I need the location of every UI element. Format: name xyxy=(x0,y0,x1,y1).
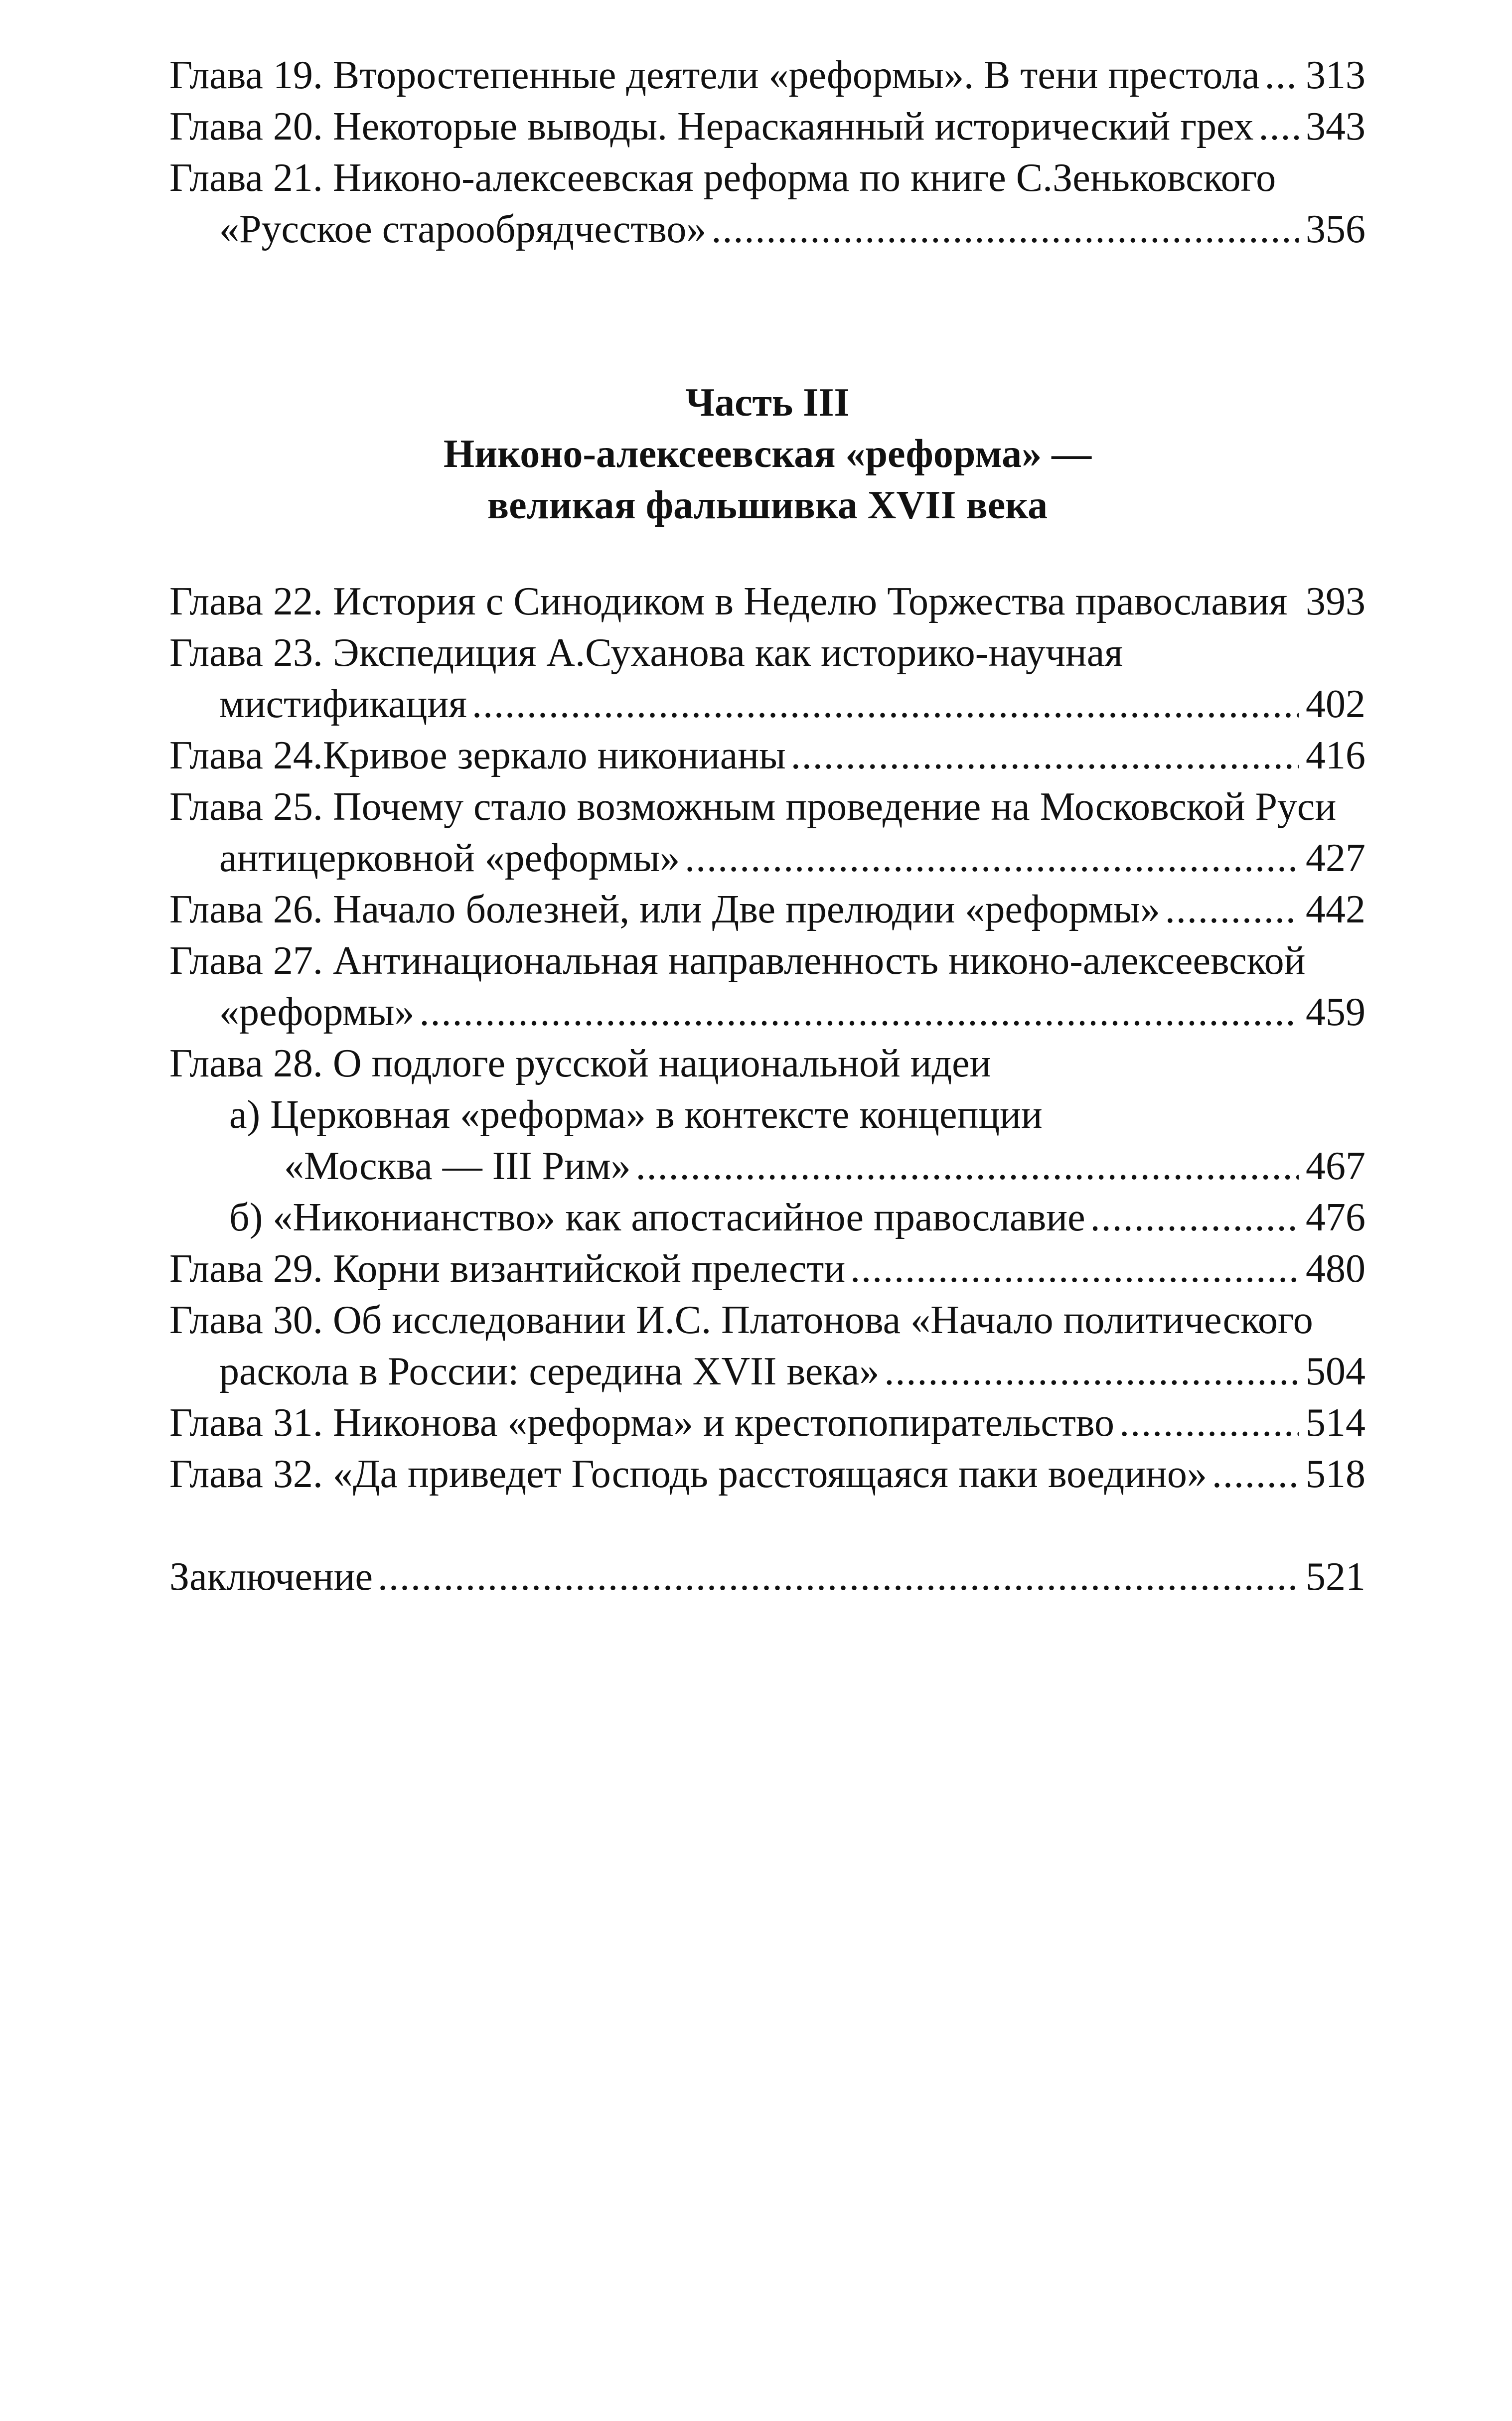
toc-leader-dots xyxy=(884,1346,1299,1397)
toc-leader-dots xyxy=(711,204,1299,255)
toc-entry-ch23-cont xyxy=(169,679,1365,730)
toc-leader-dots xyxy=(378,1551,1299,1603)
part-label: Часть III xyxy=(685,381,850,425)
toc-page-number: 467 xyxy=(1306,1144,1365,1188)
toc-entry-title: Глава 29. Корни византийской прелести xyxy=(169,1247,846,1291)
toc-entry-title: Глава 21. Никоно-алексеевская реформа по книге С.Зеньковского xyxy=(169,156,1276,200)
toc-entry-title: Глава 24.Кривое зеркало никонианы xyxy=(169,734,786,777)
toc-entry-title: Глава 23. Экспедиция А.Суханова как историко-научная xyxy=(169,631,1123,675)
toc-entry-ch30-cont xyxy=(169,1346,1365,1397)
table-of-contents xyxy=(169,50,1365,1603)
toc-entry-ch28 xyxy=(169,1038,1365,1089)
toc-entry-title: Глава 32. «Да приведет Господь расстоящаяся паки воедино» xyxy=(169,1452,1207,1496)
toc-page-number: 427 xyxy=(1306,836,1365,880)
toc-page-number: 480 xyxy=(1306,1247,1365,1291)
toc-entry-title: Глава 25. Почему стало возможным проведение на Московской Руси xyxy=(169,785,1337,829)
toc-entry-ch23 xyxy=(169,627,1365,679)
toc-entry-ch30 xyxy=(169,1295,1365,1346)
toc-page-number: 518 xyxy=(1306,1452,1365,1496)
toc-page-number: 504 xyxy=(1306,1350,1365,1393)
toc-leader-dots xyxy=(791,730,1299,781)
toc-entry-ch24 xyxy=(169,730,1365,781)
toc-entry-ch26 xyxy=(169,884,1365,935)
toc-entry-ch28-a xyxy=(169,1089,1365,1141)
toc-entry-conclusion xyxy=(169,1551,1365,1603)
toc-entry-title: Глава 20. Некоторые выводы. Нераскаянный исторический грех xyxy=(169,105,1254,149)
toc-page-number: 514 xyxy=(1306,1401,1365,1445)
toc-page-number: 343 xyxy=(1306,105,1365,149)
toc-page-number: 442 xyxy=(1306,888,1365,931)
toc-leader-dots xyxy=(636,1141,1299,1192)
toc-leader-dots xyxy=(1119,1397,1299,1449)
toc-page-number: 313 xyxy=(1306,53,1365,97)
toc-entry-title: б) «Никонианство» как апостасийное православие xyxy=(229,1196,1085,1239)
toc-leader-dots xyxy=(1265,50,1299,101)
toc-entry-title: «Русское старообрядчество» xyxy=(219,207,707,251)
toc-entry-ch19 xyxy=(169,50,1365,101)
toc-entry-title: «реформы» xyxy=(219,990,415,1034)
toc-entry-title: Глава 30. Об исследовании И.С. Платонова «Начало политического xyxy=(169,1298,1313,1342)
toc-entry-title: «Москва — III Рим» xyxy=(284,1144,631,1188)
toc-entry-title: Глава 26. Начало болезней, или Две прелюдии «реформы» xyxy=(169,888,1160,931)
toc-entry-title: антицерковной «реформы» xyxy=(219,836,680,880)
toc-entry-ch21-cont xyxy=(169,204,1365,255)
toc-leader-dots xyxy=(419,987,1299,1038)
toc-page-number: 402 xyxy=(1306,682,1365,726)
toc-leader-dots xyxy=(1090,1192,1299,1243)
toc-leader-dots xyxy=(1165,884,1299,935)
toc-page-number: 393 xyxy=(1306,580,1365,623)
part-title-line-2: великая фальшивка XVII века xyxy=(487,483,1048,527)
toc-entry-ch32 xyxy=(169,1449,1365,1500)
toc-page-number: 476 xyxy=(1306,1196,1365,1239)
toc-entry-ch25 xyxy=(169,781,1365,833)
toc-page-number: 521 xyxy=(1306,1555,1365,1599)
toc-leader-dots xyxy=(850,1243,1299,1295)
part-title-line-1: Никоно-алексеевская «реформа» — xyxy=(443,432,1092,476)
toc-entry-title: Глава 31. Никонова «реформа» и крестопопирательство xyxy=(169,1401,1115,1445)
toc-entry-title: мистификация xyxy=(219,682,467,726)
toc-leader-dots xyxy=(1212,1449,1299,1500)
toc-entry-ch25-cont xyxy=(169,833,1365,884)
toc-entry-title: раскола в России: середина XVII века» xyxy=(219,1350,880,1393)
toc-entry-ch31 xyxy=(169,1397,1365,1449)
toc-entry-ch28-a-cont xyxy=(169,1141,1365,1192)
toc-entry-title: Глава 27. Антинациональная направленность никоно-алексеевской xyxy=(169,939,1306,983)
toc-entry-ch27-cont xyxy=(169,987,1365,1038)
toc-page-number: 356 xyxy=(1306,207,1365,251)
toc-entry-title: Глава 28. О подлоге русской национальной идеи xyxy=(169,1042,991,1085)
toc-entry-title: Глава 19. Второстепенные деятели «реформы». В тени престола xyxy=(169,53,1260,97)
toc-leader-dots xyxy=(1258,101,1299,152)
toc-entry-title: Глава 22. История с Синодиком в Неделю Торжества православия xyxy=(169,580,1288,623)
toc-entry-ch28-b xyxy=(169,1192,1365,1243)
toc-entry-ch22 xyxy=(169,576,1365,627)
toc-leader-dots xyxy=(685,833,1299,884)
toc-entry-title: Заключение xyxy=(169,1555,373,1599)
toc-entry-ch29 xyxy=(169,1243,1365,1295)
toc-entry-title: а) Церковная «реформа» в контексте концепции xyxy=(229,1093,1043,1137)
spacer xyxy=(169,1500,1365,1551)
toc-entry-ch27 xyxy=(169,935,1365,987)
toc-entry-ch20 xyxy=(169,101,1365,152)
toc-page-number: 459 xyxy=(1306,990,1365,1034)
toc-page-number: 416 xyxy=(1306,734,1365,777)
part-heading xyxy=(169,377,1365,531)
toc-entry-ch21 xyxy=(169,152,1365,204)
toc-leader-dots xyxy=(472,679,1299,730)
